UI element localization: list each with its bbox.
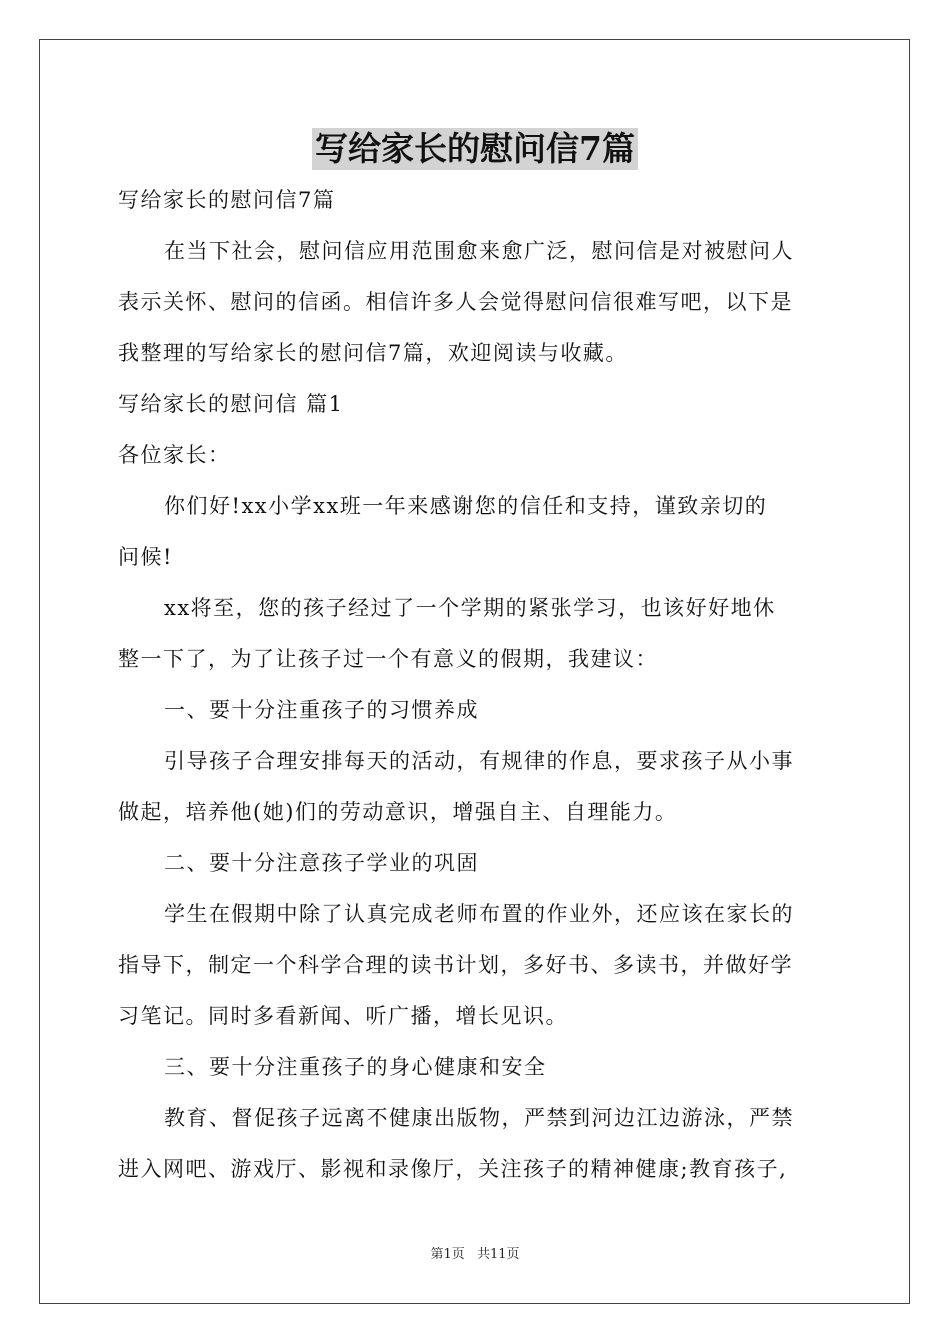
document-title: 写给家长的慰问信7篇 <box>312 128 638 170</box>
paragraph-line: 表示关怀、慰问的信函。相信许多人会觉得慰问信很难写吧，以下是 <box>118 290 793 314</box>
paragraph-line: 在当下社会，慰问信应用范围愈来愈广泛，慰问信是对被慰问人 <box>164 239 794 263</box>
paragraph-line: 做起，培养他(她)们的劳动意识，增强自主、自理能力。 <box>118 800 678 824</box>
page-footer <box>0 1243 950 1262</box>
salutation: 各位家长： <box>118 443 231 467</box>
paragraph-line: 教育、督促孩子远离不健康出版物，严禁到河边江边游泳，严禁 <box>164 1106 794 1130</box>
page-total: 共11页 <box>476 1247 520 1262</box>
paragraph-line: 我整理的写给家长的慰问信7篇，欢迎阅读与收藏。 <box>118 341 628 365</box>
paragraph-line: 进入网吧、游戏厅、影视和录像厅，关注孩子的精神健康;教育孩子, <box>118 1157 788 1181</box>
document-body <box>118 175 838 1195</box>
paragraph-line: 指导下，制定一个科学合理的读书计划，多好书、多读书，并做好学 <box>118 953 793 977</box>
section-heading: 写给家长的慰问信 篇1 <box>118 392 344 416</box>
list-heading: 三、要十分注重孩子的身心健康和安全 <box>164 1055 547 1079</box>
paragraph-line: 学生在假期中除了认真完成老师布置的作业外，还应该在家长的 <box>164 902 794 926</box>
paragraph-line: 你们好!xx小学xx班一年来感谢您的信任和支持，谨致亲切的 <box>164 494 768 518</box>
page-number: 第1页 <box>430 1247 465 1262</box>
subtitle-line: 写给家长的慰问信7篇 <box>118 188 336 212</box>
paragraph-line: 问候! <box>118 545 173 569</box>
paragraph-line: 习笔记。同时多看新闻、听广播，增长见识。 <box>118 1004 568 1028</box>
list-heading: 二、要十分注意孩子学业的巩固 <box>164 851 479 875</box>
paragraph-line: 引导孩子合理安排每天的活动，有规律的作息，要求孩子从小事 <box>164 749 794 773</box>
paragraph-line: xx将至，您的孩子经过了一个学期的紧张学习，也该好好地休 <box>164 596 776 620</box>
paragraph-line: 整一下了，为了让孩子过一个有意义的假期，我建议： <box>118 647 658 671</box>
list-heading: 一、要十分注重孩子的习惯养成 <box>164 698 479 722</box>
title-container <box>0 128 950 170</box>
